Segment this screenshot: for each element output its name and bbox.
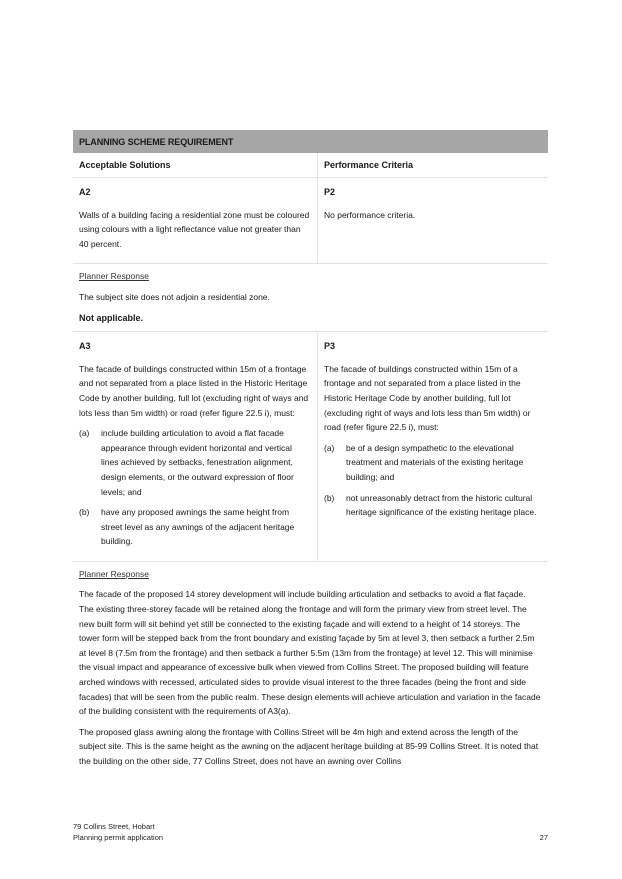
p3-list (324, 441, 542, 520)
footer-address: 79 Collins Street, Hobart (73, 822, 155, 831)
p2-code: P2 (324, 187, 336, 197)
a2-code: A2 (79, 187, 91, 197)
list-marker: (a) (79, 428, 90, 439)
a3-row (73, 332, 548, 562)
list-item (79, 505, 311, 549)
a3-intro: The facade of buildings constructed within 15m of a frontage and not separated from a place listed in the Historic Heritage Code by another building, full lot (excluding right of ways and lots less than 5m width) or road (refer figure 22.5 i), must: (79, 363, 309, 418)
a2-text: Walls of a building facing a residential zone must be coloured using colours with a light reflectance value not greater than 40 percent. (79, 209, 310, 249)
table-header: PLANNING SCHEME REQUIREMENT (73, 130, 548, 153)
list-text: include building articulation to avoid a flat facade appearance through evident horizontal and vertical lines achieved by setbacks, fenestration alignment, design elements, or the outward expression of floor levels; and (101, 428, 294, 497)
a3-code: A3 (79, 341, 91, 352)
list-marker: (b) (324, 492, 335, 503)
column-header-row (73, 153, 548, 178)
planner-response-2-title: Planner Response (79, 568, 149, 579)
col-performance-criteria: Performance Criteria (318, 153, 549, 178)
p3-cell (318, 332, 549, 562)
planner-response-2-paragraph: The proposed glass awning along the frontage with Collins Street will be 4m high and extend across the length of the subject site. This is the same height as the awning on the adjacent heritage building at 85-99 Collins Street. It is noted that the building on the other side, 77 Collins Street, does not have an awning over Collins (79, 726, 539, 766)
list-item (324, 441, 542, 485)
page-footer (73, 821, 548, 843)
planner-response-1-conclusion: Not applicable. (79, 312, 144, 323)
planner-response-1 (73, 264, 548, 332)
list-item (79, 426, 311, 499)
planning-requirement-table (73, 130, 548, 781)
table-header-row (73, 130, 548, 153)
planner-response-1-text: The subject site does not adjoin a residential zone. (79, 291, 270, 302)
response2-row (73, 561, 548, 780)
a2-cell (73, 178, 318, 264)
p2-text: No performance criteria. (324, 209, 416, 220)
list-text: have any proposed awnings the same height from street level as any awnings of the adjacent heritage building. (101, 507, 295, 547)
planner-response-2-paragraph: The facade of the proposed 14 storey development will include building articulation and setbacks to avoid a flat façade. The existing three-storey facade will be retained along the frontage and will form the primary view from street level. The new built form will sit behind yet still be connected to the existing façade and will extend to a height of 14 storeys. The tower form will be stepped back from the front boundary and existing façade by 5m at level 3, then setback a further 2.5m at level 8 (7.5m from the frontage) and then setback a further 5.5m (13m from the frontage) at level 12. This will minimise the visual impact and appearance of excessive bulk when viewed from Collins Street. The proposed building will feature arched windows with recessed, articulated sides to provide visual interest to the three facades (being the front and side facades) that will be seen from the public realm. These design elements will achieve articulation and variation in the facade of the building consistent with the requirements of A3(a). (79, 589, 541, 717)
list-item (324, 491, 542, 520)
a3-list (79, 426, 311, 549)
p2-cell (318, 178, 549, 264)
response1-row (73, 264, 548, 332)
footer-document-title: Planning permit application (73, 833, 164, 842)
list-text: be of a design sympathetic to the elevational treatment and materials of the existing heritage building; and (346, 442, 524, 482)
planner-response-2 (73, 561, 548, 780)
p3-code: P3 (324, 341, 336, 352)
col-acceptable-solutions: Acceptable Solutions (73, 153, 318, 178)
a3-cell (73, 332, 318, 562)
list-text: not unreasonably detract from the historic cultural heritage significance of the existing heritage place. (346, 492, 537, 518)
p3-intro: The facade of buildings constructed within 15m of a frontage and not separated from a place listed in the Historic Heritage Code by another building, full lot (excluding right of ways and lots less than 5m width) or road (refer figure 22.5 i), must: (324, 363, 531, 433)
page-number: 27 (539, 833, 548, 842)
list-marker: (a) (324, 442, 335, 453)
planner-response-1-title: Planner Response (79, 271, 149, 282)
list-marker: (b) (79, 507, 90, 518)
a2-row (73, 178, 548, 264)
